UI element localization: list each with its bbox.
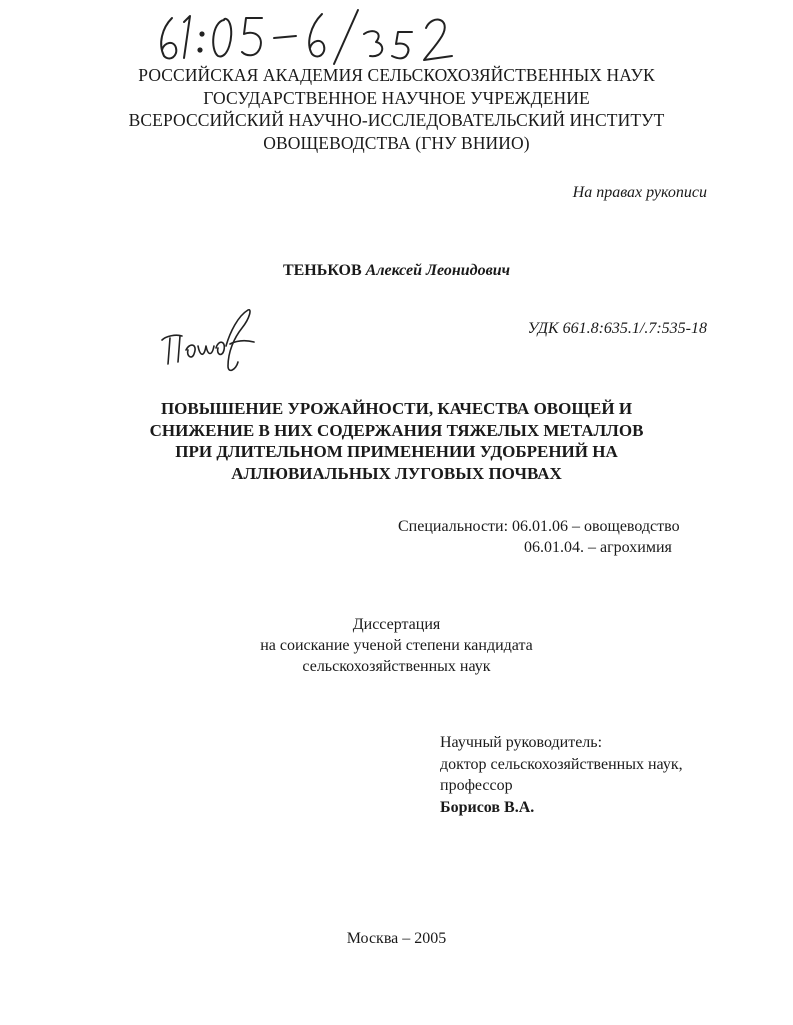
supervisor-name: Борисов В.А. <box>440 798 535 816</box>
supervisor-degree: доктор сельскохозяйственных наук, <box>440 755 683 773</box>
dissertation-type-block <box>0 614 793 677</box>
author-given-names: Алексей Леонидович <box>365 262 511 279</box>
author-signature <box>158 306 258 378</box>
author-name <box>0 262 793 280</box>
dissertation-line: сельскохозяйственных наук <box>302 658 491 675</box>
dissertation-title <box>0 398 793 484</box>
institution-line: ОВОЩЕВОДСТВА (ГНУ ВНИИО) <box>263 132 530 153</box>
institution-line: РОССИЙСКАЯ АКАДЕМИЯ СЕЛЬСКОХОЗЯЙСТВЕННЫХ НАУК <box>138 65 655 85</box>
udc-code: УДК 661.8:635.1/.7:535-18 <box>527 320 707 337</box>
manuscript-rights-note: На правах рукописи <box>572 184 707 201</box>
city-year: Москва – 2005 <box>346 930 447 947</box>
dissertation-line: Диссертация <box>352 616 441 633</box>
handwritten-catalog-number <box>150 6 470 66</box>
supervisor-title: профессор <box>440 777 513 794</box>
specialty-block <box>398 516 680 558</box>
supervisor-block <box>440 732 683 818</box>
author-surname: ТЕНЬКОВ <box>282 262 362 279</box>
title-line: АЛЛЮВИАЛЬНЫХ ЛУГОВЫХ ПОЧВАХ <box>231 463 562 483</box>
dissertation-line: на соискание ученой степени кандидата <box>260 637 533 654</box>
title-line: ПОВЫШЕНИЕ УРОЖАЙНОСТИ, КАЧЕСТВА ОВОЩЕЙ И <box>160 399 633 418</box>
institution-line: ГОСУДАРСТВЕННОЕ НАУЧНОЕ УЧРЕЖДЕНИЕ <box>203 87 590 108</box>
institution-line: ВСЕРОССИЙСКИЙ НАУЧНО-ИССЛЕДОВАТЕЛЬСКИЙ ИНСТИТУТ <box>128 110 665 130</box>
supervisor-label: Научный руководитель: <box>440 734 603 751</box>
specialty-line: Специальности: 06.01.06 – овощеводство <box>398 518 680 535</box>
specialty-line: 06.01.04. – агрохимия <box>524 539 672 556</box>
title-line: ПРИ ДЛИТЕЛЬНОМ ПРИМЕНЕНИИ УДОБРЕНИЙ НА <box>175 442 618 461</box>
institution-block <box>0 64 793 154</box>
title-line: СНИЖЕНИЕ В НИХ СОДЕРЖАНИЯ ТЯЖЕЛЫХ МЕТАЛЛОВ <box>149 420 644 440</box>
